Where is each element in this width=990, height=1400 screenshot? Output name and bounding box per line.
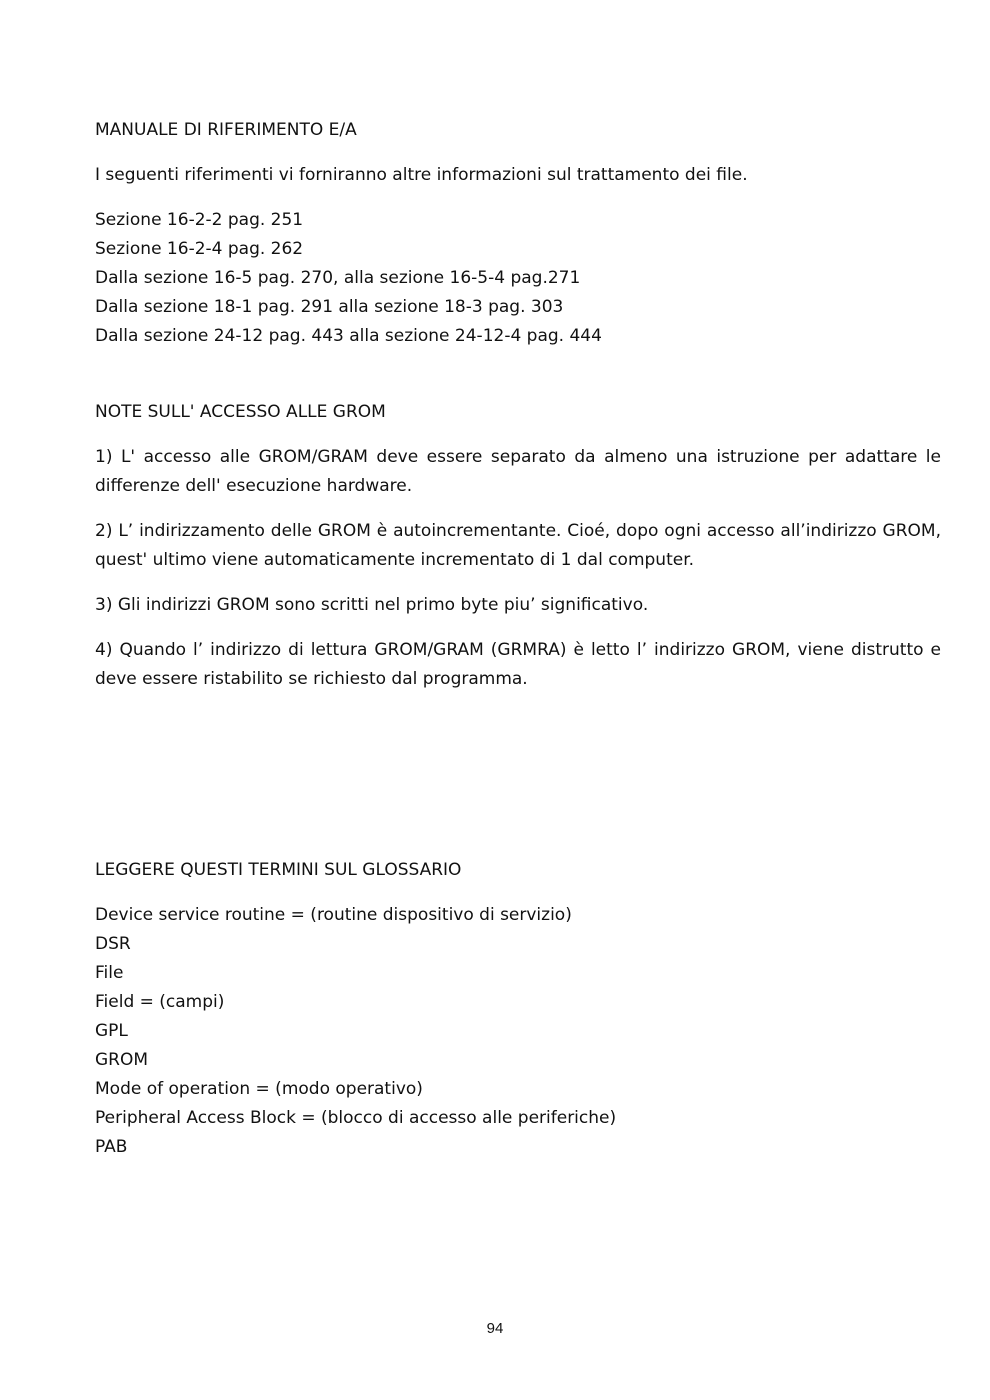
reference-list: [95, 206, 941, 351]
glossary-term: GROM: [95, 1050, 149, 1070]
reference-item: Dalla sezione 16-5 pag. 270, alla sezione 16-5-4 pag.271: [95, 268, 581, 288]
section-title-manuale: MANUALE DI RIFERIMENTO E/A: [95, 120, 357, 140]
note-item: 2) L’ indirizzamento delle GROM è autoincrementante. Cioé, dopo ogni accesso all’indirizzo GROM, quest' ultimo viene automaticamente incrementato di 1 dal computer.: [95, 521, 941, 570]
note-item: 4) Quando l’ indirizzo di lettura GROM/GRAM (GRMRA) è letto l’ indirizzo GROM, viene distrutto e deve essere ristabilito se richiesto dal programma.: [95, 640, 941, 689]
reference-item: Sezione 16-2-2 pag. 251: [95, 210, 304, 230]
section-spacer: [95, 710, 941, 856]
section-title-note: NOTE SULL' ACCESSO ALLE GROM: [95, 402, 386, 422]
glossary-term: File: [95, 963, 124, 983]
reference-item: Dalla sezione 24-12 pag. 443 alla sezione 24-12-4 pag. 444: [95, 326, 602, 346]
manuale-intro: I seguenti riferimenti vi forniranno altre informazioni sul trattamento dei file.: [95, 165, 748, 185]
glossary-term: PAB: [95, 1137, 128, 1157]
section-spacer: [95, 351, 941, 398]
page-number: 94: [486, 1320, 504, 1337]
glossary-term: Peripheral Access Block = (blocco di accesso alle periferiche): [95, 1108, 617, 1128]
reference-item: Sezione 16-2-4 pag. 262: [95, 239, 304, 259]
glossary-term: Field = (campi): [95, 992, 225, 1012]
glossary-term: DSR: [95, 934, 131, 954]
glossary-term: Mode of operation = (modo operativo): [95, 1079, 423, 1099]
glossary-term: Device service routine = (routine dispositivo di servizio): [95, 905, 572, 925]
glossary-term-list: [95, 901, 941, 1162]
note-item: 1) L' accesso alle GROM/GRAM deve essere separato da almeno una istruzione per adattare le differenze dell' esecuzione hardware.: [95, 447, 941, 496]
glossary-term: GPL: [95, 1021, 128, 1041]
note-item: 3) Gli indirizzi GROM sono scritti nel primo byte piu’ significativo.: [95, 595, 649, 615]
page-content: [95, 116, 941, 1162]
section-title-glossario: LEGGERE QUESTI TERMINI SUL GLOSSARIO: [95, 860, 462, 880]
reference-item: Dalla sezione 18-1 pag. 291 alla sezione 18-3 pag. 303: [95, 297, 564, 317]
